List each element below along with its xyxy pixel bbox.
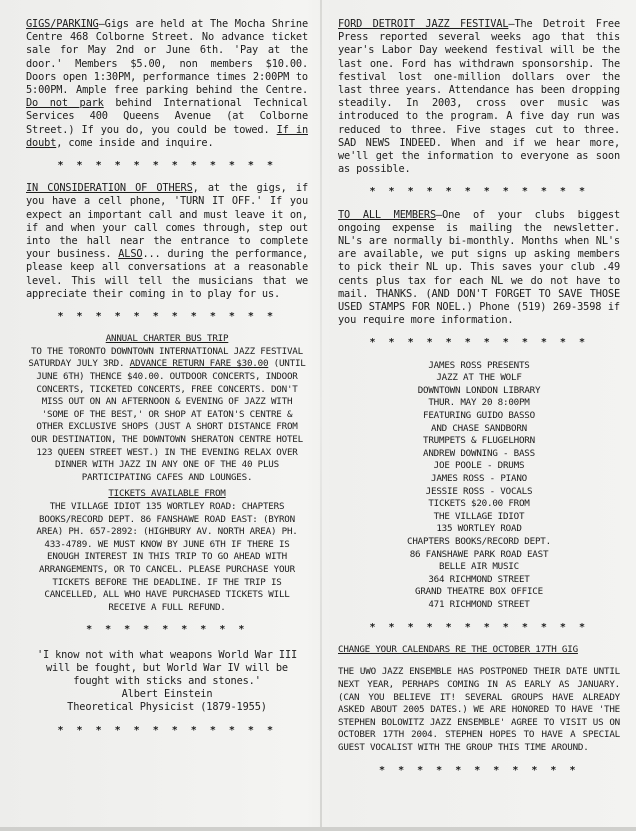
- star-divider: * * * * * * * * * * * *: [57, 311, 277, 323]
- concert-line: TICKETS $20.00 FROM: [428, 498, 530, 510]
- concert-line: FEATURING GUIDO BASSO: [423, 410, 535, 422]
- gigs-text-2: behind International Technical Services 400 Queens Avenue (at Colborne Street.) If you do, you could be towed.: [26, 97, 308, 136]
- members-text: —One of your clubs biggest ongoing expense is mailing the newsletter. NL's are normally bi-monthly. Months when NL's are available, we put signs up asking members to pick their NL up. This saves your club .49 cents plus tax for each NL we do not have to mail. THANKS. (AND DON'T FORGET TO SAVE THOSE USED STAMPS FOR NOEL.) Phone (519) 269-3598 if you require more information.: [338, 208, 620, 327]
- consideration-underline: ALSO: [118, 248, 143, 261]
- concert-line: JAZZ AT THE WOLF: [436, 372, 522, 384]
- concert-line: 364 RICHMOND STREET: [428, 573, 530, 585]
- bus-trip-text-1: TO THE TORONTO DOWNTOWN INTERNATIONAL JAZZ FESTIVAL SATURDAY JULY 3RD.: [28, 345, 303, 370]
- concert-line: JAMES ROSS - PIANO: [431, 473, 527, 485]
- ford-festival-heading: FORD DETROIT JAZZ FESTIVAL: [338, 18, 509, 30]
- tickets-body: THE VILLAGE IDIOT 135 WORTLEY ROAD: CHAPTERS BOOKS/RECORD DEPT. 86 FANSHAWE ROAD EAST: (BYRON AREA) PH. 657-2892: (HIGHBURY AV. NORTH AREA) PH. 433-4789. WE MUST KNOW BY JUNE 6TH IF THERE IS ENOUGH INTEREST IN THIS TRIP TO GO AHEAD WITH ARRANGEMENTS, OR TO CANCEL. PLEASE PURCHASE YOUR TICKETS BEFORE THE DEADLINE. IF THE TRIP IS CANCELLED, ALL WHO HAVE PURCHASED TICKETS WILL RECEIVE A FULL REFUND.: [36, 500, 298, 613]
- star-divider: * * * * * * * * *: [86, 624, 248, 636]
- members-paragraph: [338, 209, 620, 328]
- concert-line: THE VILLAGE IDIOT: [433, 510, 525, 522]
- concert-line: ANDREW DOWNING - BASS: [423, 447, 535, 459]
- concert-line: 135 WORTLEY ROAD: [436, 523, 522, 535]
- gigs-text-3: , come inside and inquire.: [56, 136, 214, 149]
- star-divider: * * * * * * * * * * * *: [57, 724, 277, 736]
- page-bottom-edge: [0, 827, 636, 831]
- bus-trip-fare: ADVANCE RETURN FARE $30.00: [129, 358, 269, 370]
- quote-author: Albert Einstein: [121, 688, 213, 701]
- calendar-heading: CHANGE YOUR CALENDARS RE THE OCTOBER 17TH GIG: [338, 643, 578, 655]
- concert-line: BELLE AIR MUSIC: [439, 561, 519, 573]
- concert-line: JESSIE ROSS - VOCALS: [425, 485, 533, 497]
- bus-trip-body: [26, 346, 308, 485]
- gigs-text-1: —Gigs are held at The Mocha Shrine Centre 468 Colborne Street. No advance ticket sale for May 2nd or June 6th. 'Pay at the door.' Members $5.00, non members $10.00. Doors open 1:30PM, performance times 2:00PM to 5:00PM. Ample free parking behind the Centre.: [26, 18, 308, 97]
- bus-trip-section: [26, 333, 308, 614]
- consideration-heading: IN CONSIDERATION OF OTHERS: [26, 182, 193, 195]
- concert-line: TRUMPETS & FLUGELHORN: [423, 435, 535, 447]
- concert-line: DOWNTOWN LONDON LIBRARY: [417, 384, 541, 396]
- page-fold: [320, 0, 322, 831]
- concert-line: JOE POOLE - DRUMS: [433, 460, 525, 472]
- members-heading: TO ALL MEMBERS: [338, 208, 437, 221]
- star-divider: * * * * * * * * * * * *: [369, 621, 589, 633]
- calendar-section: [338, 644, 620, 755]
- gigs-parking-heading: GIGS/PARKING: [26, 18, 99, 30]
- concert-line: THUR. MAY 20 8:00PM: [428, 397, 530, 409]
- star-divider: * * * * * * * * * * * *: [369, 337, 589, 349]
- concert-line: AND CHASE SANDBORN: [431, 422, 527, 434]
- left-column: [26, 18, 308, 747]
- quote-block: [26, 649, 308, 715]
- ford-festival-paragraph: [338, 18, 620, 176]
- concert-line: 86 FANSHAWE PARK ROAD EAST: [409, 548, 549, 560]
- consideration-text-2: ... during the performance, please keep all conversations at a reasonable level. This will tell the musicians that we appreciate their coming in to play for us.: [26, 248, 308, 300]
- concert-line: JAMES ROSS PRESENTS: [428, 359, 530, 371]
- quote-text: 'I know not with what weapons World War III will be fought, but World War IV will be fought with sticks and stones.': [36, 648, 298, 687]
- star-divider: * * * * * * * * * * * *: [57, 160, 277, 172]
- consideration-paragraph: [26, 182, 308, 301]
- right-column: [338, 18, 620, 787]
- quote-author-title: Theoretical Physicist (1879-1955): [67, 701, 267, 714]
- star-divider: * * * * * * * * * * * *: [369, 186, 589, 198]
- gigs-underline-2: If in doubt: [26, 123, 308, 149]
- consideration-text-1: , at the gigs, if you have a cell phone, 'TURN IT OFF.' If you expect an important call and must leave it on, if and when your call comes through, step out into the hall near the entrance to complete your business.: [26, 182, 308, 261]
- concert-line: GRAND THEATRE BOX OFFICE: [415, 586, 543, 598]
- star-divider: * * * * * * * * * * *: [379, 764, 579, 776]
- gigs-underline-1: Do not park: [26, 97, 104, 110]
- concert-line: 471 RICHMOND STREET: [428, 598, 530, 610]
- concert-listing: [338, 360, 620, 612]
- bus-trip-text-2: (UNTIL JUNE 6TH) THENCE $40.00. OUTDOOR CONCERTS, INDOOR CONCERTS, TICKETED CONCERTS, FREE CONCERTS. DON'T MISS OUT ON AN AFTERNOON & EVENING OF JAZZ WITH 'SOME OF THE BEST,' OR SHOP AT EATON'S CENTRE & OTHER EXCLUSIVE SHOPS (JUST A SHORT DISTANCE FROM OUR DESTINATION, THE DOWNTOWN SHERATON CENTRE HOTEL 123 QUEEN STREET WEST.) IN THE EVENING RELAX OVER DINNER WITH JAZZ IN ANY ONE OF THE 40 PLUS PARTICIPATING CAFES AND LOUNGES.: [31, 358, 306, 483]
- concert-line: CHAPTERS BOOKS/RECORD DEPT.: [407, 535, 551, 547]
- ford-festival-text: —The Detroit Free Press reported several weeks ago that this year's Labor Day weekend festival will be the last one. Ford has withdrawn sponsorship. The festival lost one-million dollars over the last three years. Attendance has been dropping steadily. In 2003, cross over music was introduced to the program. A five day run was reduced to three. Five stages cut to three. SAD NEWS INDEED. When and if we hear more, we'll get the information to everyone as soon as possible.: [338, 18, 620, 176]
- tickets-heading: TICKETS AVAILABLE FROM: [108, 488, 226, 500]
- gigs-parking-paragraph: [26, 18, 308, 150]
- bus-trip-heading: ANNUAL CHARTER BUS TRIP: [105, 333, 229, 345]
- calendar-body: THE UWO JAZZ ENSEMBLE HAS POSTPONED THEIR DATE UNTIL NEXT YEAR, PERHAPS COMING IN AS EARLY AS JANUARY. (CAN YOU BELIEVE IT! SEVERAL GROUPS HAVE ALREADY ASKED ABOUT 2005 DATES.) WE ARE HONORED TO HAVE 'THE STEPHEN BOLOWITZ JAZZ ENSEMBLE' AGREE TO VISIT US ON OCTOBER 17TH 2004. STEPHEN HOPES TO HAVE A SPECIAL GUEST VOCALIST WITH THE GROUP THIS TIME AROUND.: [338, 666, 620, 753]
